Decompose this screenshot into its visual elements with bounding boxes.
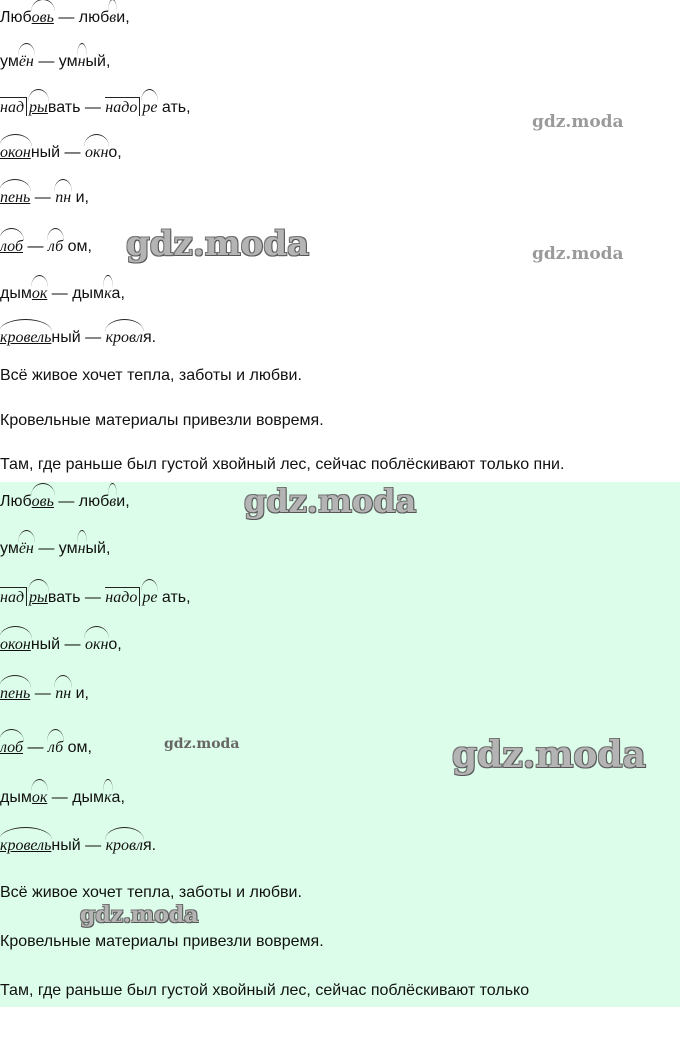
ending: овь — [31, 493, 54, 510]
text: дым — [0, 789, 32, 806]
word-pair-line — [0, 188, 89, 208]
text: а, — [111, 285, 125, 302]
text: ный — — [30, 144, 85, 161]
text: ный — — [30, 636, 85, 653]
text: — дым — [47, 789, 105, 806]
root: ры — [29, 589, 48, 606]
suffix: в — [109, 493, 117, 510]
text: и, — [71, 685, 89, 702]
text: вать — — [47, 99, 106, 116]
sentence-3: Там, где раньше был густой хвойный лес, сейчас поблёскивают только — [0, 982, 530, 999]
suffix: н — [77, 540, 86, 557]
root: окон — [0, 144, 31, 161]
text: — ум — [33, 53, 78, 70]
watermark: gdz.moda — [532, 112, 624, 132]
word-pair-line — [0, 738, 92, 758]
root: пень — [0, 189, 31, 206]
prefix: надо — [105, 587, 140, 606]
watermark: gdz.moda — [244, 482, 417, 520]
root: кровл — [105, 329, 143, 346]
sentence-1: Всё живое хочет тепла, заботы и любви. — [0, 884, 302, 901]
text: и, — [116, 493, 130, 510]
root: окн — [84, 144, 109, 161]
text: — — [30, 685, 56, 702]
sentence-2: Кровельные материалы привезли вовремя. — [0, 933, 324, 950]
answer-block-2 — [0, 482, 680, 1007]
text: о, — [108, 144, 122, 161]
text: Люб — [0, 493, 32, 510]
watermark: gdz.moda — [164, 736, 240, 752]
root: окон — [0, 636, 31, 653]
suffix: к — [104, 789, 112, 806]
watermark: gdz.moda — [532, 244, 624, 264]
sentence-2: Кровельные материалы привезли вовремя. — [0, 412, 324, 429]
sentence-3: Там, где раньше был густой хвойный лес, сейчас поблёскивают только пни. — [0, 456, 565, 473]
watermark: gdz.moda — [452, 734, 646, 776]
word-pair-line — [0, 328, 156, 348]
text: — — [23, 238, 48, 255]
text: ом, — [63, 739, 92, 756]
root: ры — [29, 99, 48, 116]
text: ать, — [161, 589, 191, 606]
root: ре — [142, 589, 158, 606]
text: — — [30, 189, 56, 206]
root: пень — [0, 685, 31, 702]
root: кровл — [105, 837, 143, 854]
word-pair-line — [0, 98, 191, 118]
suffix: ён — [18, 540, 34, 557]
root: пн — [55, 189, 72, 206]
text: ом, — [63, 238, 92, 255]
text: я. — [142, 329, 157, 346]
suffix: ён — [18, 53, 34, 70]
watermark: gdz.moda — [126, 224, 310, 264]
root: лоб — [0, 739, 24, 756]
prefix: над — [0, 97, 27, 116]
word-pair-line — [0, 492, 130, 512]
text: ый, — [85, 540, 111, 557]
word-pair-line — [0, 836, 156, 856]
suffix: в — [109, 9, 117, 26]
text: я. — [142, 837, 157, 854]
text: — люб — [53, 493, 110, 510]
text: дым — [0, 285, 32, 302]
answer-block-1 — [0, 0, 680, 482]
watermark: gdz.moda — [80, 902, 199, 928]
text: — дым — [47, 285, 105, 302]
word-pair-line — [0, 788, 125, 808]
text: и, — [71, 189, 89, 206]
suffix: н — [77, 53, 86, 70]
ending: овь — [31, 9, 54, 26]
word-pair-line — [0, 539, 110, 559]
text: ать, — [161, 99, 191, 116]
text: ный — — [51, 329, 106, 346]
suffix: к — [104, 285, 112, 302]
text: ум — [0, 540, 19, 557]
word-pair-line — [0, 588, 191, 608]
text: ум — [0, 53, 19, 70]
word-pair-line — [0, 684, 89, 704]
text: ный — — [51, 837, 106, 854]
word-pair-line — [0, 284, 125, 304]
word-pair-line — [0, 8, 130, 28]
word-pair-line — [0, 52, 110, 72]
text: ый, — [85, 53, 111, 70]
root: лоб — [0, 238, 24, 255]
suffix: ок — [31, 789, 48, 806]
prefix: надо — [105, 97, 140, 116]
root: пн — [55, 685, 72, 702]
root: кровель — [0, 329, 52, 346]
text: Люб — [0, 9, 32, 26]
root: кровель — [0, 837, 52, 854]
word-pair-line — [0, 237, 92, 257]
root: лб — [47, 238, 64, 255]
text: и, — [116, 9, 130, 26]
text: вать — — [47, 589, 106, 606]
root: окн — [84, 636, 109, 653]
text: а, — [111, 789, 125, 806]
prefix: над — [0, 587, 27, 606]
text: — люб — [53, 9, 110, 26]
root: ре — [142, 99, 158, 116]
suffix: ок — [31, 285, 48, 302]
root: лб — [47, 739, 64, 756]
sentence-1: Всё живое хочет тепла, заботы и любви. — [0, 367, 302, 384]
text: о, — [108, 636, 122, 653]
text: — — [23, 739, 48, 756]
text: — ум — [33, 540, 78, 557]
word-pair-line — [0, 635, 122, 655]
word-pair-line — [0, 143, 122, 163]
